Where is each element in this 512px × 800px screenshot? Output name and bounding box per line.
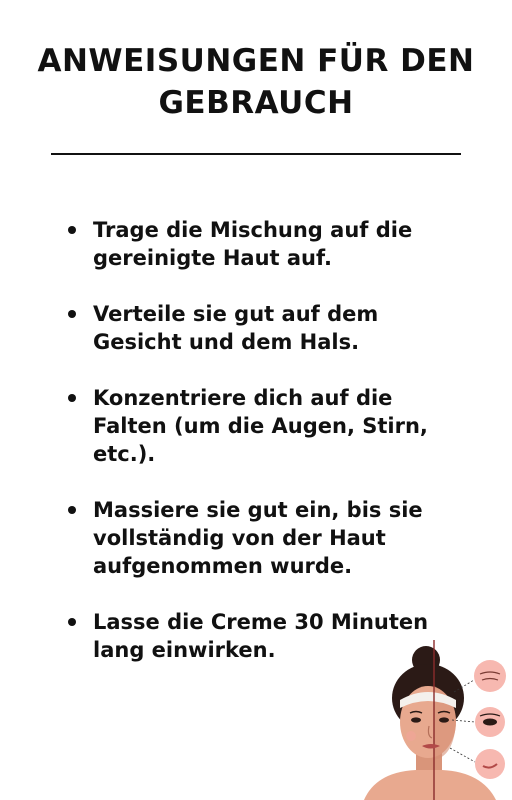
list-item-text: Massiere sie gut ein, bis sie vollständig von der Haut aufgenommen wurde. <box>93 498 423 578</box>
bullet-icon <box>68 506 76 514</box>
list-item-text: Lasse die Creme 30 Minuten lang einwirken. <box>93 610 429 662</box>
list-item <box>66 384 446 468</box>
face-wrinkles-illustration <box>356 640 512 800</box>
instruction-list <box>66 216 446 692</box>
page-title <box>0 40 512 124</box>
list-item <box>66 300 446 356</box>
list-item-text: Konzentriere dich auf die Falten (um die Augen, Stirn, etc.). <box>93 386 428 466</box>
bullet-icon <box>68 310 76 318</box>
title-line-1: ANWEISUNGEN FÜR DEN <box>37 43 475 79</box>
bullet-icon <box>68 394 76 402</box>
bullet-icon <box>68 226 76 234</box>
list-item <box>66 216 446 272</box>
title-line-2: GEBRAUCH <box>158 85 354 121</box>
bullet-icon <box>68 618 76 626</box>
list-item <box>66 496 446 580</box>
list-item-text: Trage die Mischung auf die gereinigte Haut auf. <box>93 218 413 270</box>
list-item-text: Verteile sie gut auf dem Gesicht und dem Hals. <box>93 302 379 354</box>
title-divider <box>51 153 461 155</box>
